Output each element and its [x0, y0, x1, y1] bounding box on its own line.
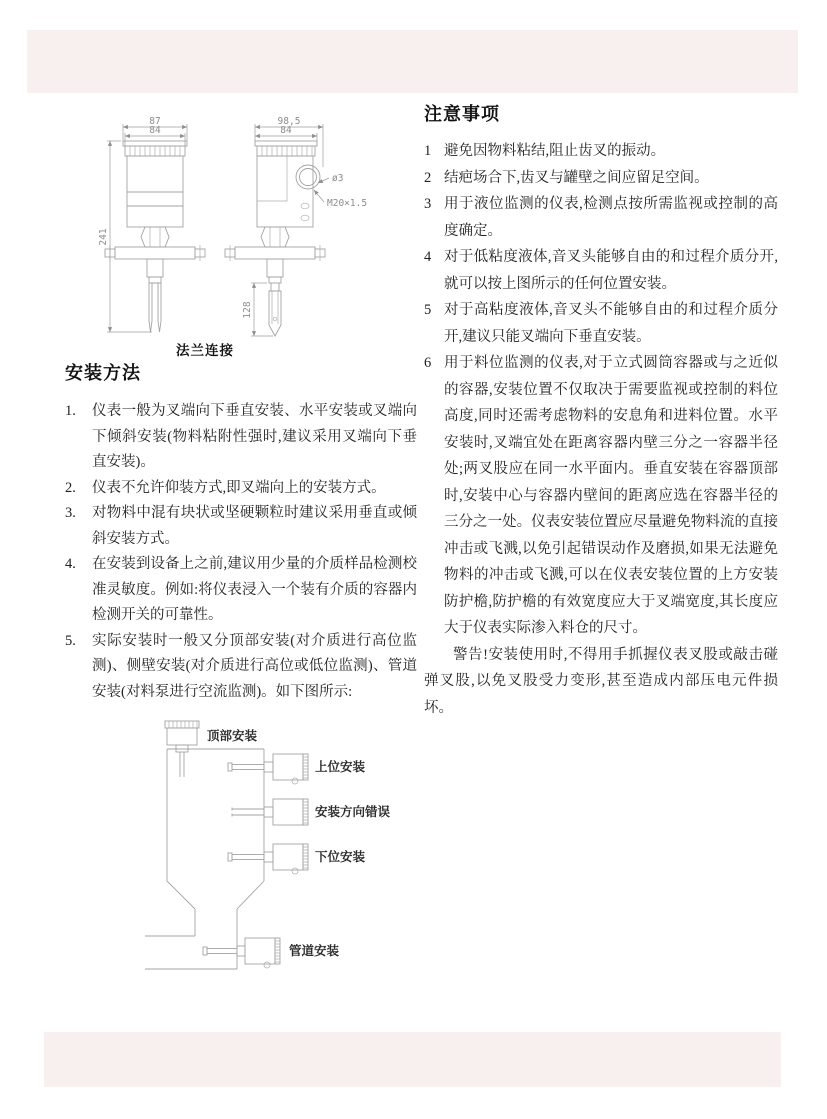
label-lower-mount: 下位安装 [315, 850, 366, 864]
item-number: 2 [424, 169, 432, 186]
item-number: 5 [424, 302, 432, 318]
item-text: 对于低粘度液体,音叉头能够自由的和过程介质分开,就可以按上图所示的任何位置安装。 [444, 249, 778, 292]
left-column [65, 105, 417, 977]
item-text: 在安装到设备上之前,建议用少量的介质样品检测校准灵敏度。例如:将仪表浸入一个装有介质的容器内检测开关的可靠性。 [92, 556, 417, 623]
right-column [424, 100, 778, 721]
note-item [424, 191, 778, 244]
label-upper-mount: 上位安装 [315, 760, 366, 774]
front-view [98, 116, 205, 332]
item-text: 实际安装时一般又分顶部安装(对介质进行高位监测)、侧壁安装(对介质进行高位或低位监测)、管道安装(对料泵进行空流监测)。如下图所示: [92, 632, 417, 700]
install-item [65, 476, 417, 502]
item-number: 1 [424, 143, 432, 159]
upper-mount-device [228, 754, 308, 784]
warning-paragraph: 警告!安装使用时,不得用手抓握仪表叉股或敲击碰弹叉股,以免叉股受力变形,甚至造成内部压电元件损坏。 [424, 646, 778, 716]
label-wrong-orientation: 安装方向错误 [315, 805, 391, 819]
gland-thread-label: M20×1.5 [327, 198, 368, 209]
installation-diagram [137, 719, 417, 977]
dim-front-width-inner: 84 [149, 125, 161, 136]
footer-band [44, 1032, 781, 1087]
header-band [27, 30, 798, 93]
item-text: 用于液位监测的仪表,检测点按所需监视或控制的高度确定。 [444, 196, 778, 239]
item-text: 避免因物料粘结,阻止齿叉的振动。 [444, 143, 666, 159]
install-item [65, 629, 417, 706]
item-number: 5. [65, 632, 76, 649]
item-number: 3 [424, 196, 432, 212]
note-item [424, 244, 778, 297]
drawing-caption: 法兰连接 [176, 343, 234, 358]
item-text: 用于料位监测的仪表,对于立式圆筒容器或与之近似的容器,安装位置不仅取决于需要监视或控制的料位高度,同时还需考虑物料的安息角和进料位置。水平安装时,叉端宜处在距离容器内壁三分之一容器半径处;两叉股应在同一水平面内。垂直安装在容器顶部时,安装中心与容器内壁间的距离应选在容器半径的三分之一处。仪表安装位置应尽量避免物料流的直接冲击或飞溅,以免引起错误动作及磨损,如果无法避免物料的冲击或飞溅,可以在仪表安装位置的上方安装防护檐,防护檐的有效宽度应大于叉端宽度,其长度应大于仪表实际渗入料仓的尺寸。 [444, 355, 778, 636]
install-item [65, 501, 417, 552]
note-item [424, 350, 778, 642]
dim-side-width-outer: 98,5 [277, 116, 301, 127]
item-text: 对物料中混有块状或坚硬颗粒时建议采用垂直或倾斜安装方式。 [92, 505, 417, 547]
label-pipe-mount: 管道安装 [289, 944, 340, 958]
notes-section-title: 注意事项 [424, 104, 500, 124]
dim-side-width-inner: 84 [280, 125, 292, 136]
item-number: 4. [65, 556, 76, 572]
label-top-mount: 顶部安装 [207, 729, 258, 743]
install-item [65, 399, 417, 476]
dim-front-height: 241 [98, 228, 109, 246]
install-list [65, 399, 417, 705]
item-text: 仪表不允许仰装方式,即叉端向上的安装方式。 [92, 479, 386, 496]
lower-mount-device [228, 844, 308, 874]
install-section-title: 安装方法 [65, 363, 141, 383]
dim-fork-length: 128 [242, 301, 253, 319]
note-item [424, 297, 778, 350]
wrong-orientation-device [232, 799, 308, 825]
item-number: 4 [424, 249, 432, 265]
item-number: 6 [424, 355, 432, 371]
notes-list [424, 138, 778, 642]
item-text: 对于高粘度液体,音叉头不能够自由的和过程介质分开,建议只能叉端向下垂直安装。 [444, 302, 778, 345]
side-view [225, 116, 367, 336]
dim-front-width-outer: 87 [149, 116, 161, 127]
item-number: 2. [65, 479, 76, 496]
dimension-drawing [65, 105, 410, 339]
install-item [65, 552, 417, 629]
item-number: 1. [65, 403, 76, 419]
item-number: 3. [65, 505, 76, 521]
note-item [424, 138, 778, 165]
item-text: 仪表一般为叉端向下垂直安装、水平安装或叉端向下倾斜安装(物料粘附性强时,建议采用叉端向下垂直安装)。 [92, 403, 417, 470]
pipe-mount-device [203, 938, 280, 968]
gland-hole-label: ø3 [332, 173, 344, 184]
item-text: 结疤场合下,齿叉与罐壁之间应留足空间。 [444, 169, 709, 186]
note-item [424, 165, 778, 192]
